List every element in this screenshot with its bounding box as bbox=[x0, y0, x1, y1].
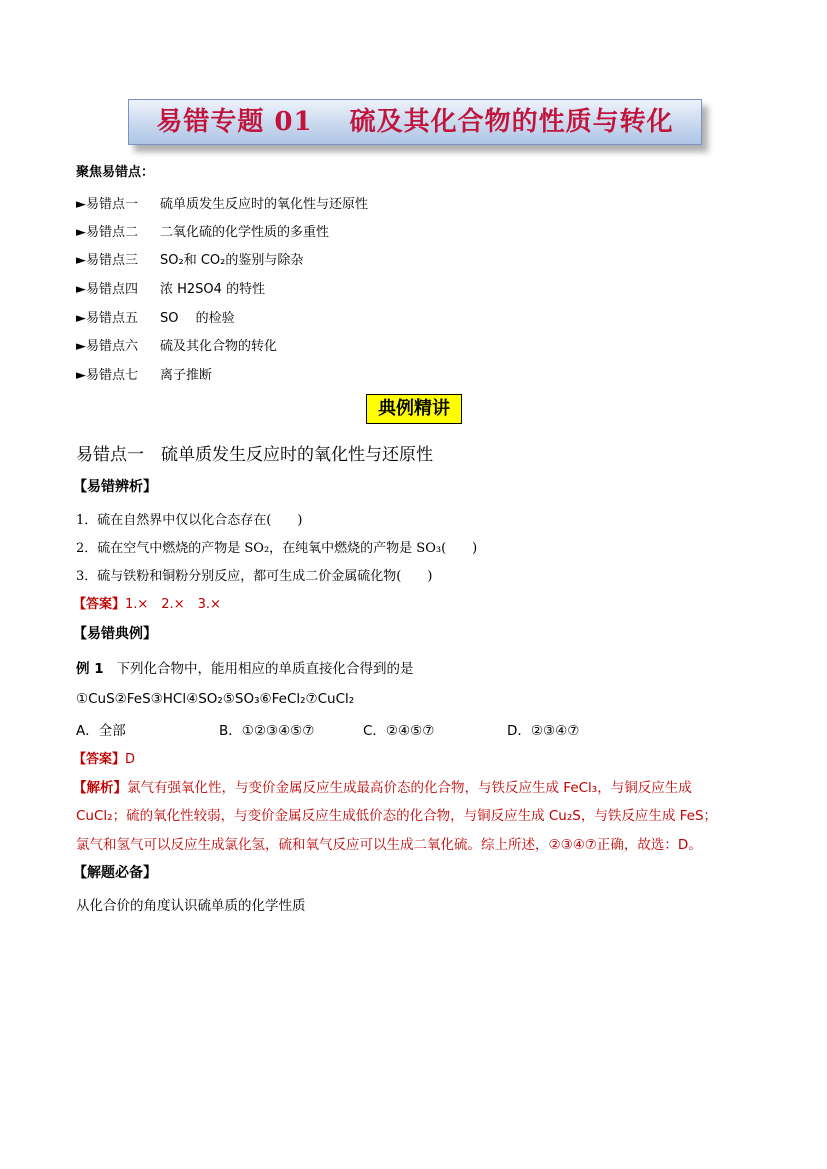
toc-tag: ►易错点四 bbox=[76, 282, 138, 297]
answer-value: D bbox=[125, 752, 136, 767]
example-compounds: ①CuS②FeS③HCl④SO₂⑤SO₃⑥FeCl₂⑦CuCl₂ bbox=[76, 691, 355, 707]
answer-1 bbox=[73, 593, 221, 612]
statement-3: 3．硫与铁粉和铜粉分别反应，都可生成二价金属硫化物( ) bbox=[76, 569, 433, 584]
toc-text: 硫单质发生反应时的氧化性与还原性 bbox=[160, 197, 369, 212]
answer-label: 【答案】 bbox=[73, 597, 126, 612]
statement-2: 2．硫在空气中燃烧的产物是 SO₂，在纯氧中燃烧的产物是 SO₃( ) bbox=[76, 541, 478, 556]
toc-text: SO 的检验 bbox=[160, 311, 235, 326]
toc-item-5 bbox=[76, 307, 235, 326]
explanation-line-3: 氯气和氢气可以反应生成氯化氢，硫和氧气反应可以生成二氧化硫。综上所述，②③④⑦正确，故选：D。 bbox=[76, 837, 702, 853]
explanation-line-1 bbox=[73, 776, 692, 796]
toc-item-2 bbox=[76, 221, 329, 240]
toc-text: SO₂和 CO₂的鉴别与除杂 bbox=[160, 253, 304, 268]
explanation-text: 氯气有强氧化性，与变价金属反应生成最高价态的化合物，与铁反应生成 FeCl₃，与铜反应生成 bbox=[127, 780, 692, 796]
explanation-label: 【解析】 bbox=[73, 780, 127, 796]
toc-item-4 bbox=[76, 278, 265, 297]
toc-item-3 bbox=[76, 249, 303, 268]
toc-tag: ►易错点六 bbox=[76, 339, 138, 354]
answer-value: 1.× 2.× 3.× bbox=[125, 597, 221, 612]
toc-tag: ►易错点二 bbox=[76, 225, 138, 240]
option-a: A．全部 bbox=[76, 723, 126, 739]
toc-text: 离子推断 bbox=[160, 368, 213, 383]
must-know-label: 【解题必备】 bbox=[73, 865, 157, 881]
section-badge: 典例精讲 bbox=[366, 394, 462, 424]
toc-tag: ►易错点一 bbox=[76, 197, 138, 212]
page-title: 易错专题 01 硫及其化合物的性质与转化 bbox=[156, 107, 674, 137]
example-label: 【易错典例】 bbox=[73, 626, 157, 642]
toc-item-6 bbox=[76, 335, 277, 354]
toc-tag: ►易错点五 bbox=[76, 311, 138, 326]
option-d: D．②③④⑦ bbox=[507, 723, 580, 739]
must-know-text: 从化合价的角度认识硫单质的化学性质 bbox=[76, 898, 306, 914]
option-b: B．①②③④⑤⑦ bbox=[219, 723, 315, 739]
example-question-text: 下列化合物中，能用相应的单质直接化合得到的是 bbox=[116, 661, 414, 677]
toc-text: 二氧化硫的化学性质的多重性 bbox=[160, 225, 330, 240]
toc-text: 硫及其化合物的转化 bbox=[160, 339, 278, 354]
analysis-label: 【易错辨析】 bbox=[73, 479, 157, 495]
example-question bbox=[76, 657, 413, 677]
answer-label: 【答案】 bbox=[73, 752, 126, 767]
toc-item-1 bbox=[76, 193, 368, 212]
answer-2 bbox=[73, 748, 135, 767]
toc-tag: ►易错点三 bbox=[76, 253, 138, 268]
toc-item-7 bbox=[76, 364, 212, 383]
explanation-line-2: CuCl₂；硫的氧化性较弱，与变价金属反应生成低价态的化合物，与铜反应生成 Cu₂S，与铁反应生成 FeS； bbox=[76, 808, 718, 824]
title-banner bbox=[128, 99, 702, 145]
focus-label: 聚焦易错点： bbox=[76, 165, 155, 180]
section-heading: 易错点一 硫单质发生反应时的氧化性与还原性 bbox=[76, 445, 433, 465]
toc-tag: ►易错点七 bbox=[76, 368, 138, 383]
option-c: C．②④⑤⑦ bbox=[363, 723, 435, 739]
example-prefix: 例 1 bbox=[76, 661, 104, 677]
statement-1: 1．硫在自然界中仅以化合态存在( ) bbox=[76, 513, 303, 528]
toc-text: 浓 H2SO4 的特性 bbox=[160, 282, 266, 297]
